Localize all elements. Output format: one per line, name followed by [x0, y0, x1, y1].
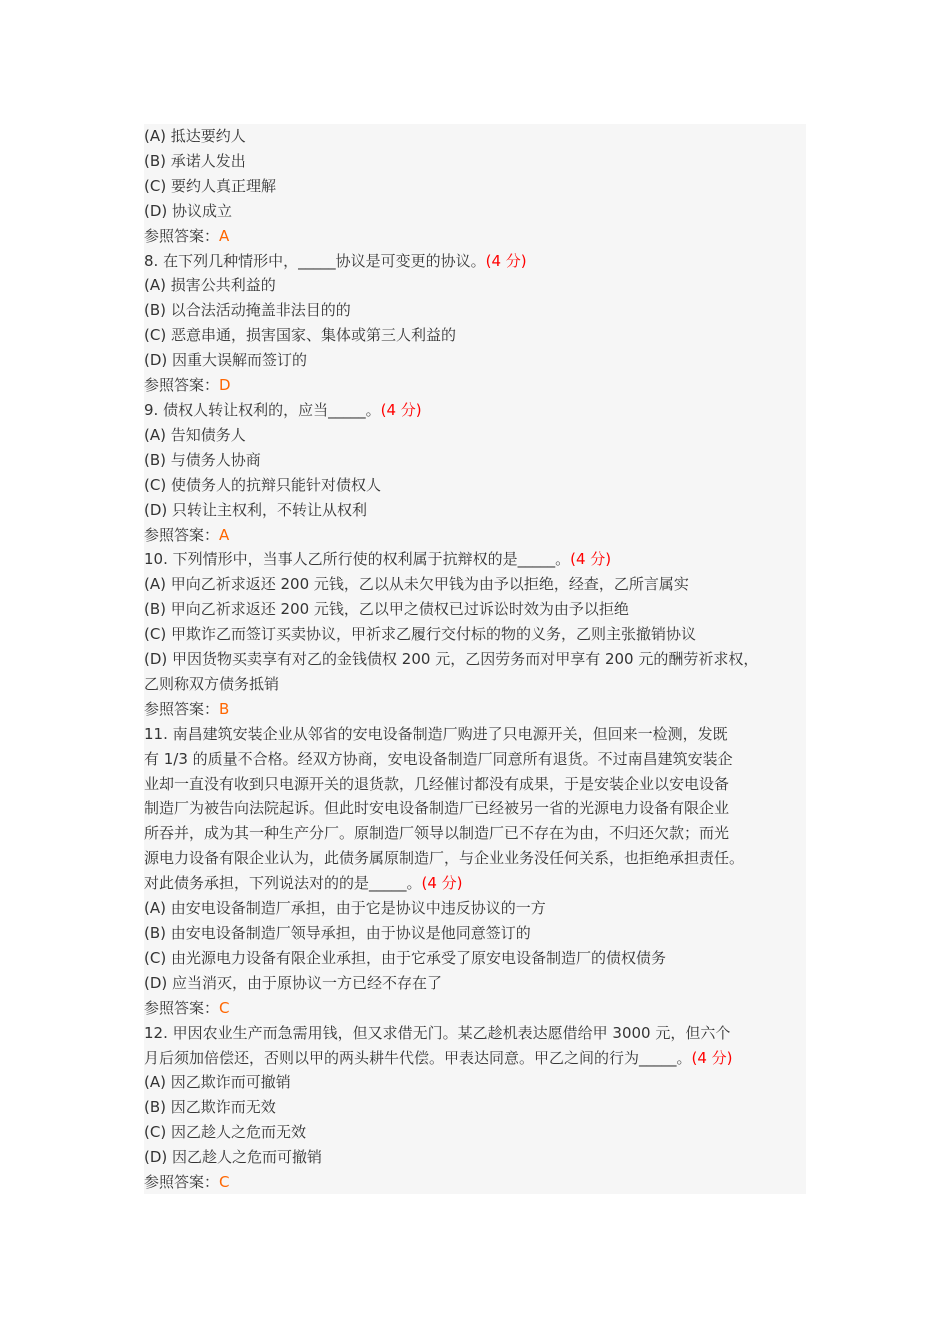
q8-option-b: (B) 以合法活动掩盖非法目的的	[144, 301, 351, 320]
q12-option-d: (D) 因乙趁人之危而可撤销	[144, 1148, 323, 1167]
document-page	[144, 124, 806, 1194]
q9-score: (4 分)	[380, 400, 422, 419]
q11-option-b: (B) 由安电设备制造厂领导承担，由于协议是他同意签订的	[144, 924, 531, 942]
q12-answer	[144, 1170, 806, 1195]
q7-option-b: (B) 承诺人发出	[144, 151, 246, 170]
q8-answer	[144, 373, 806, 398]
q11-answer-label: 参照答案：	[144, 998, 220, 1017]
q9-answer-label: 参照答案：	[144, 525, 220, 544]
q12-answer-value: C	[219, 1173, 230, 1192]
q9-answer-value: A	[219, 525, 230, 544]
q10-option-d-line2: 乙则称双方债务抵销	[144, 674, 280, 693]
q7-option-d: (D) 协议成立	[144, 201, 233, 220]
q10-option-c: (C) 甲欺诈乙而签订买卖协议，甲祈求乙履行交付标的物的义务，乙则主张撤销协议	[144, 625, 696, 644]
q10-stem-text: 10. 下列情形中，当事人乙所行使的权利属于抗辩权的是_____。	[144, 550, 571, 569]
q11-stem-last	[144, 871, 806, 896]
q8-answer-value: D	[219, 376, 231, 395]
q10-option-b: (B) 甲向乙祈求返还 200 元钱，乙以甲之债权已过诉讼时效为由予以拒绝	[144, 600, 629, 619]
q8-option-a: (A) 损害公共利益的	[144, 276, 276, 295]
q10-option-a: (A) 甲向乙祈求返还 200 元钱，乙以从未欠甲钱为由予以拒绝，经查，乙所言属实	[144, 575, 689, 594]
q9-stem	[144, 398, 806, 423]
q10-stem	[144, 547, 806, 572]
q11-stem-line5: 所吞并，成为其一种生产分厂。原制造厂领导以制造厂已不存在为由，不归还欠款；而光	[144, 824, 730, 843]
q11-option-d: (D) 应当消灭，由于原协议一方已经不存在了	[144, 973, 443, 992]
q11-answer	[144, 996, 806, 1021]
q8-stem	[144, 249, 806, 274]
q11-stem-line6: 源电力设备有限企业认为，此债务属原制造厂，与企业业务没任何关系，也拒绝承担责任。	[144, 849, 745, 868]
q10-answer	[144, 697, 806, 722]
q12-stem-line2-text: 月后须加倍偿还，否则以甲的两头耕牛代偿。甲表达同意。甲乙之间的行为_____。	[144, 1048, 692, 1067]
q11-option-a: (A) 由安电设备制造厂承担，由于它是协议中违反协议的一方	[144, 899, 546, 918]
q10-option-d-line1: (D) 甲因货物买卖享有对乙的金钱债权 200 元，乙因劳务而对甲享有 200 元的酬劳祈求权，	[144, 650, 759, 669]
q11-score: (4 分)	[421, 874, 463, 893]
q7-option-c: (C) 要约人真正理解	[144, 176, 276, 195]
q9-option-a: (A) 告知债务人	[144, 425, 246, 444]
q10-score: (4 分)	[570, 550, 612, 569]
q7-answer-value: A	[219, 226, 230, 245]
q9-stem-text: 9. 债权人转让权利的，应当_____。	[144, 400, 381, 419]
q7-option-a: (A) 抵达要约人	[144, 127, 246, 145]
q8-option-c: (C) 恶意串通，损害国家、集体或第三人利益的	[144, 326, 456, 345]
q9-answer	[144, 523, 806, 548]
q8-answer-label: 参照答案：	[144, 376, 220, 395]
q10-answer-label: 参照答案：	[144, 699, 220, 718]
q11-stem-line1: 11. 南昌建筑安装企业从邻省的安电设备制造厂购进了只电源开关，但回来一检测，发既	[144, 724, 728, 743]
q9-option-c: (C) 使债务人的抗辩只能针对债权人	[144, 475, 381, 494]
q11-option-c: (C) 由光源电力设备有限企业承担，由于它承受了原安电设备制造厂的债权债务	[144, 948, 666, 967]
q12-option-c: (C) 因乙趁人之危而无效	[144, 1123, 306, 1142]
q11-stem-line3: 业却一直没有收到只电源开关的退货款，几经催讨都没有成果，于是安装企业以安电设备	[144, 774, 730, 793]
q9-option-d: (D) 只转让主权利，不转让从权利	[144, 500, 368, 519]
q11-answer-value: C	[219, 998, 230, 1017]
q12-option-a: (A) 因乙欺诈而可撤销	[144, 1073, 291, 1092]
q12-stem-line2	[144, 1046, 806, 1071]
q7-answer	[144, 224, 806, 249]
q10-answer-value: B	[219, 699, 230, 718]
q12-answer-label: 参照答案：	[144, 1173, 220, 1192]
q12-stem-line1: 12. 甲因农业生产而急需用钱，但又求借无门。某乙趁机表达愿借给甲 3000 元，但六个	[144, 1023, 731, 1042]
q8-stem-text: 8. 在下列几种情形中，_____协议是可变更的协议。	[144, 251, 486, 270]
q11-stem-line2: 有 1/3 的质量不合格。经双方协商，安电设备制造厂同意所有退货。不过南昌建筑安装企	[144, 749, 733, 768]
q12-option-b: (B) 因乙欺诈而无效	[144, 1098, 276, 1117]
q12-score: (4 分)	[691, 1048, 733, 1067]
q7-answer-label: 参照答案：	[144, 226, 220, 245]
q8-option-d: (D) 因重大误解而签订的	[144, 351, 308, 370]
q8-score: (4 分)	[485, 251, 527, 270]
q11-stem-line4: 制造厂为被告向法院起诉。但此时安电设备制造厂已经被另一省的光源电力设备有限企业	[144, 799, 730, 818]
q11-stem-last-text: 对此债务承担，下列说法对的的是_____。	[144, 874, 422, 893]
q9-option-b: (B) 与债务人协商	[144, 450, 261, 469]
